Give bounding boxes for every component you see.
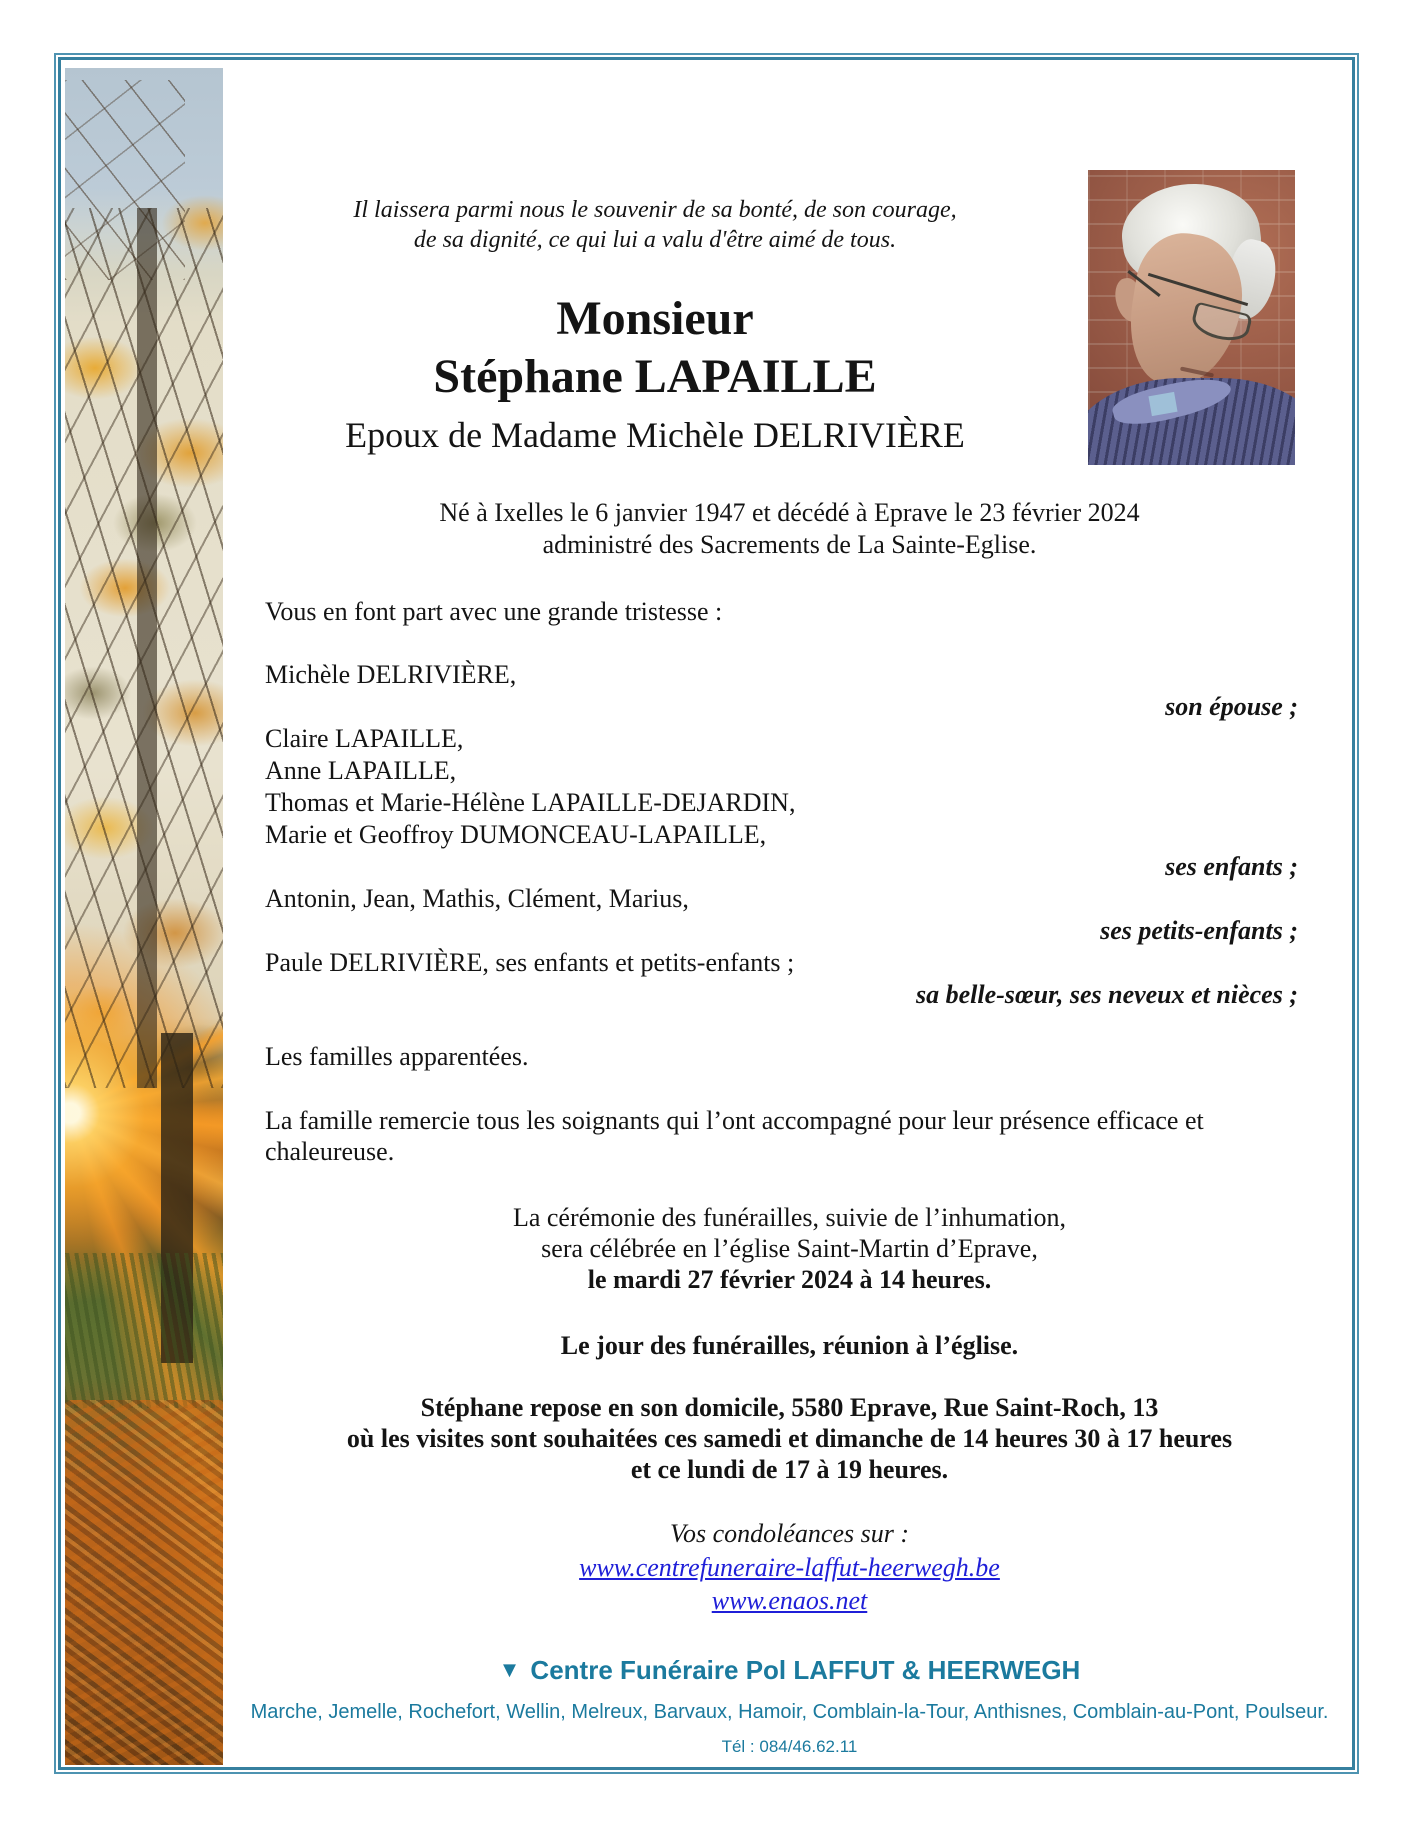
ceremony-line-2: sera célébrée en l’église Saint-Martin d’Eprave,	[541, 1234, 1038, 1263]
ceremony-info	[222, 1202, 1357, 1295]
funeral-home-towns: Marche, Jemelle, Rochefort, Wellin, Melreux, Barvaux, Hamoir, Comblain-la-Tour, Anthisnes, Comblain-au-Pont, Poulseur.	[250, 1701, 1329, 1723]
family-member-line: Thomas et Marie-Hélène LAPAILLE-DEJARDIN,	[265, 788, 796, 817]
enaos-website-link[interactable]: www.enaos.net	[711, 1586, 868, 1615]
ceremony-line-1: La cérémonie des funérailles, suivie de l’inhumation,	[512, 1203, 1067, 1232]
autumn-photo-leaf-carpet	[65, 1400, 223, 1765]
autumn-photo-grass	[65, 1253, 223, 1408]
condolences-link-wrapper	[222, 1553, 1357, 1583]
repose-line-1: Stéphane repose en son domicile, 5580 Eprave, Rue Saint-Roch, 13	[420, 1393, 1159, 1422]
meeting-line: Le jour des funérailles, réunion à l’église.	[560, 1331, 1019, 1360]
autumn-photo-canopy-branches	[65, 208, 223, 1088]
down-triangle-icon: ▼	[498, 1657, 521, 1682]
funeral-home-website-link[interactable]: www.centrefuneraire-laffut-heerwegh.be	[579, 1553, 1000, 1582]
thanks-paragraph	[222, 1105, 1357, 1167]
family-relation-label: sa belle-sœur, ses neveux et nièces ;	[915, 980, 1298, 1009]
honorific-title: Monsieur	[556, 292, 754, 345]
portrait-photo	[1088, 170, 1295, 465]
family-relation-label: ses petits-enfants ;	[1100, 916, 1298, 945]
birth-death-line-2: administré des Sacrements de La Sainte-Eglise.	[542, 530, 1037, 559]
family-member-line: Paule DELRIVIÈRE, ses enfants et petits-enfants ;	[265, 948, 795, 977]
eulogy-line-2: de sa dignité, ce qui lui a valu d'être aimé de tous.	[413, 227, 897, 253]
ceremony-date-line: le mardi 27 février 2024 à 14 heures.	[587, 1265, 992, 1294]
announcement-intro: Vous en font part avec une grande tristesse :	[265, 597, 723, 626]
repose-line-2: où les visites sont souhaitées ces samedi et dimanche de 14 heures 30 à 17 heures	[346, 1424, 1233, 1453]
announcement-content	[222, 0, 1357, 1833]
thanks-line-2: chaleureuse.	[265, 1137, 395, 1166]
funeral-home-phone: Tél : 084/46.62.11	[721, 1737, 858, 1756]
funeral-home-brand	[222, 1655, 1357, 1686]
family-list	[222, 659, 1357, 1011]
deceased-name: Stéphane LAPAILLE	[433, 350, 877, 403]
eulogy-line-1: Il laissera parmi nous le souvenir de sa bonté, de son courage,	[353, 197, 957, 223]
condolences-heading: Vos condoléances sur :	[669, 1519, 909, 1548]
repose-info	[222, 1392, 1357, 1485]
autumn-photo	[65, 68, 223, 1765]
family-member-line: Antonin, Jean, Mathis, Clément, Marius,	[265, 884, 689, 913]
family-member-line: Marie et Geoffroy DUMONCEAU-LAPAILLE,	[265, 820, 767, 849]
family-member-line: Claire LAPAILLE,	[265, 724, 464, 753]
related-families-line: Les familles apparentées.	[265, 1042, 529, 1071]
family-relation-label: ses enfants ;	[1165, 852, 1298, 881]
family-member-line: Anne LAPAILLE,	[265, 756, 457, 785]
repose-line-3: et ce lundi de 17 à 19 heures.	[630, 1455, 949, 1484]
funeral-home-name: Centre Funéraire Pol LAFFUT & HEERWEGH	[530, 1655, 1081, 1685]
condolences-link-wrapper	[222, 1586, 1357, 1616]
birth-death-info	[222, 497, 1357, 561]
family-member-line: Michèle DELRIVIÈRE,	[265, 660, 517, 689]
thanks-line-1: La famille remercie tous les soignants qui l’ont accompagné pour leur présence efficace et	[265, 1106, 1204, 1135]
eulogy-text	[222, 195, 1088, 255]
birth-death-line-1: Né à Ixelles le 6 janvier 1947 et décédé à Eprave le 23 février 2024	[439, 498, 1140, 527]
spouse-relation-line: Epoux de Madame Michèle DELRIVIÈRE	[345, 415, 965, 455]
family-relation-label: son épouse ;	[1165, 692, 1298, 721]
